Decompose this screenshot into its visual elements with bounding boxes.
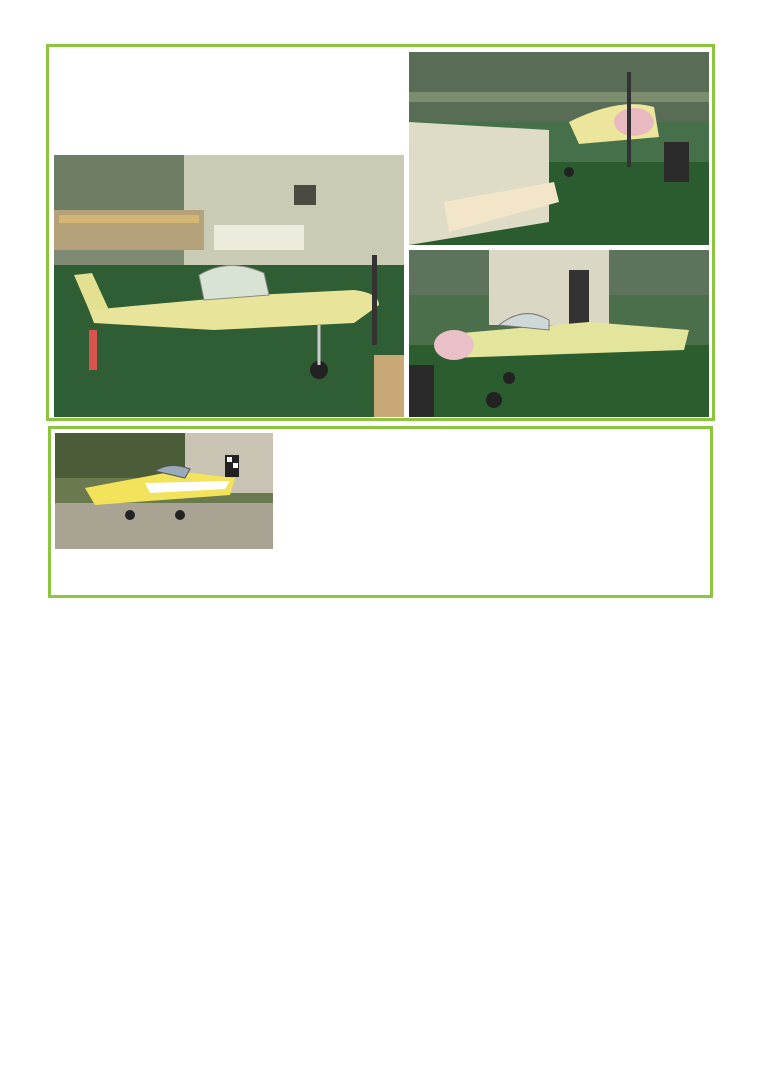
news-section	[46, 44, 715, 421]
workshop-wing-photo	[409, 52, 709, 245]
news-text-block	[55, 53, 395, 71]
kr2s-plane-photo	[55, 433, 273, 549]
workshop-plane-photo	[54, 155, 404, 417]
for-sale-section	[48, 426, 713, 598]
hangar-plane-photo	[409, 250, 709, 417]
